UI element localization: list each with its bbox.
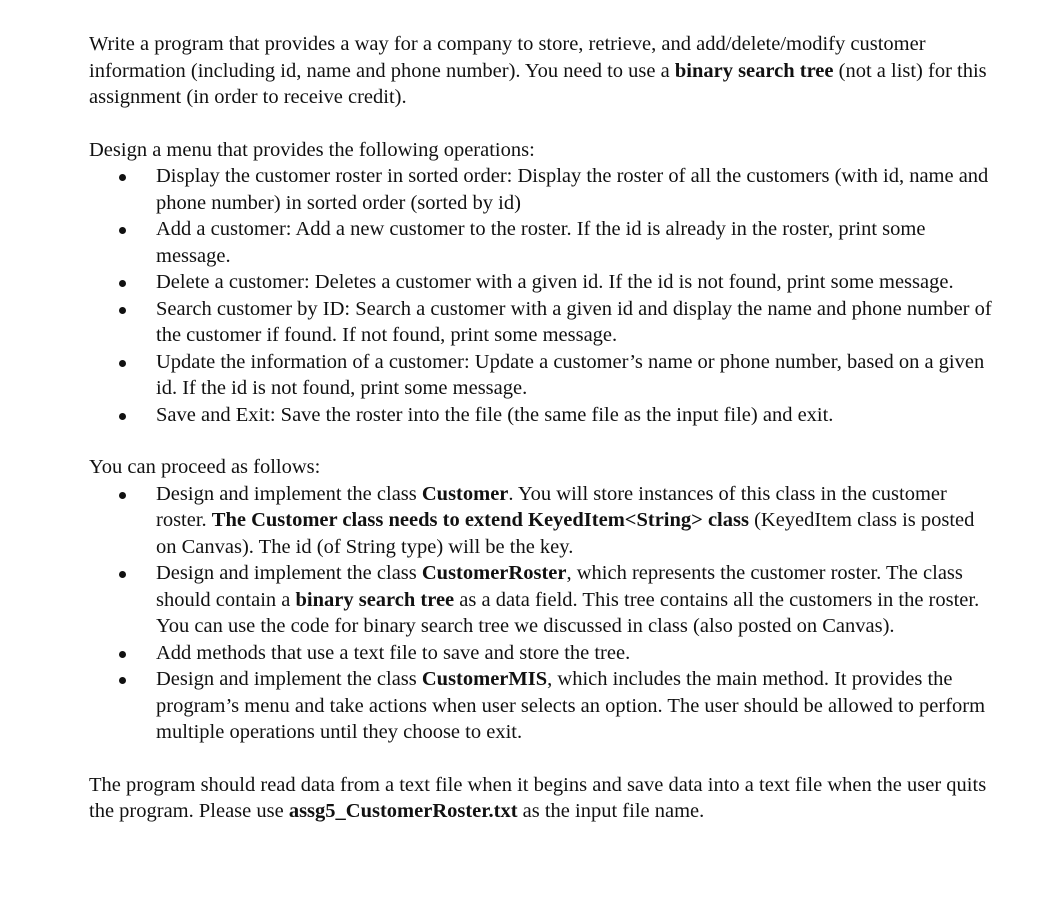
bullet-icon (119, 360, 126, 367)
bullet-icon (119, 571, 126, 578)
proceed-text: as a data field. This tree contains all the customers in the roster. You can use the code for binary search tree we discussed in class (also posted on Canvas). (156, 588, 980, 637)
menu-item-text: Add a customer: Add a new customer to the roster. If the id is already in the roster, print some message. (156, 218, 926, 267)
paragraph-gap (89, 746, 998, 772)
proceed-text: Design and implement the class (156, 562, 422, 584)
menu-item-display (89, 163, 998, 216)
proceed-heading: You can proceed as follows: (89, 456, 321, 478)
proceed-item-roster (89, 560, 998, 640)
closing-text-2: as the input file name. (517, 800, 705, 822)
menu-heading: Design a menu that provides the following operations: (89, 138, 535, 161)
bullet-icon (119, 413, 126, 420)
proceed-text: . You will store instances of this class in the customer roster. (156, 482, 947, 531)
bullet-icon (119, 651, 126, 658)
intro-text-2: (not a list) for this assignment (in order to receive credit). (89, 59, 987, 108)
intro-bold-bst: binary search tree (674, 59, 834, 82)
proceed-bold: binary search tree (295, 588, 455, 611)
menu-item-text: Search customer by ID: Search a customer with a given id and display the name and phone number of the customer if found. If not found, print some message. (156, 297, 992, 346)
bullet-icon (119, 677, 126, 684)
proceed-bold: CustomerMIS (421, 668, 548, 690)
proceed-bold: Customer (421, 482, 509, 505)
proceed-text: , which represents the customer roster. The class should contain a (156, 562, 963, 611)
proceed-text: , which includes the main method. It provides the program’s menu and take actions when user selects an option. The user should be allowed to perform multiple operations until they choose to exit. (156, 668, 986, 743)
proceed-text: Add methods that use a text file to save and store the tree. (156, 641, 631, 664)
proceed-item-customer (89, 481, 998, 561)
menu-item-search (89, 296, 998, 349)
proceed-item-file-methods (89, 640, 998, 667)
bullet-icon (119, 280, 126, 287)
menu-item-update (89, 349, 998, 402)
menu-item-save-exit (89, 402, 998, 429)
proceed-text: Design and implement the class (156, 482, 422, 505)
proceed-item-mis (89, 666, 998, 746)
bullet-icon (119, 227, 126, 234)
menu-item-text: Display the customer roster in sorted order: Display the roster of all the customers (with id, name and phone number) in sorted order (sorted by id) (156, 165, 989, 214)
bullet-icon (119, 174, 126, 181)
closing-paragraph (89, 772, 998, 825)
paragraph-gap (89, 111, 998, 137)
closing-bold-filename: assg5_CustomerRoster.txt (288, 800, 518, 822)
closing-text-1: The program should read data from a text file when it begins and save data into a text file when the user quits the program. Please use (89, 773, 987, 822)
menu-list (89, 163, 998, 428)
proceed-list (89, 481, 998, 746)
bullet-icon (119, 492, 126, 499)
paragraph-gap (89, 428, 998, 454)
menu-item-add (89, 216, 998, 269)
proceed-bold: The Customer class needs to extend KeyedItem<String> class (211, 509, 749, 531)
proceed-text: (KeyedItem class is posted on Canvas). The id (of String type) will be the key. (156, 509, 975, 558)
proceed-text: Design and implement the class (156, 668, 422, 690)
menu-item-text: Update the information of a customer: Update a customer’s name or phone number, based on a given id. If the id is not found, print some message. (156, 350, 985, 399)
bullet-icon (119, 307, 126, 314)
menu-item-text: Save and Exit: Save the roster into the file (the same file as the input file) and exit. (156, 403, 834, 426)
intro-paragraph (89, 31, 998, 111)
menu-item-delete (89, 269, 998, 296)
intro-text-1: Write a program that provides a way for a company to store, retrieve, and add/delete/modify customer information (including id, name and phone number). You need to use a (89, 33, 926, 82)
menu-item-text: Delete a customer: Deletes a customer with a given id. If the id is not found, print some message. (156, 271, 954, 293)
proceed-bold: CustomerRoster (421, 562, 567, 584)
